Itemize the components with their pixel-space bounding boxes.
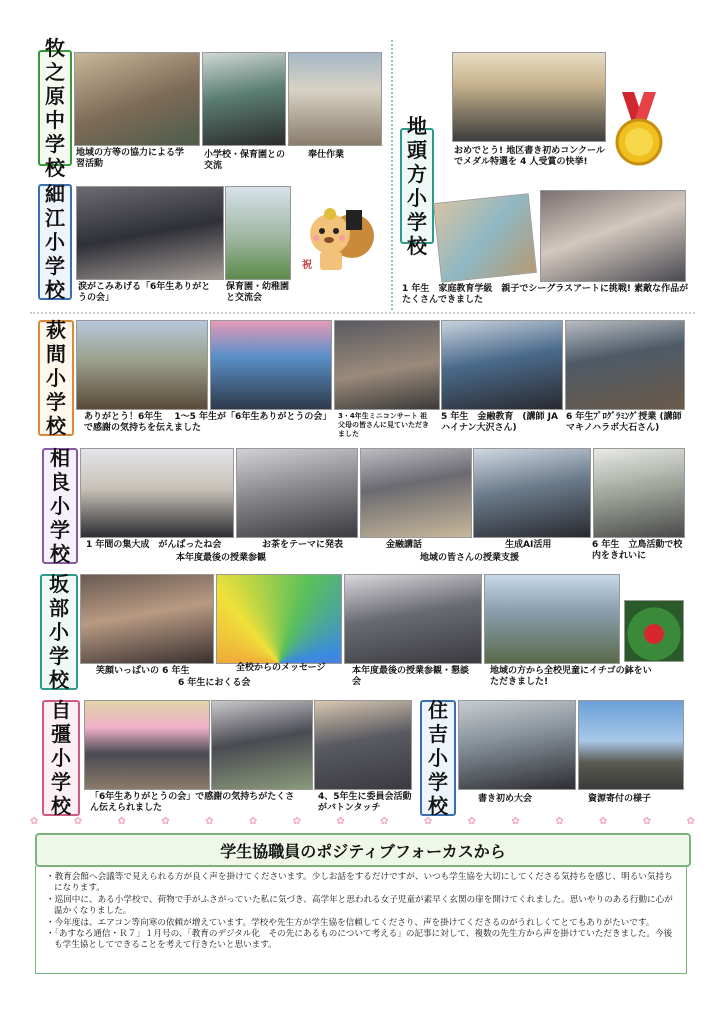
school-label-sakabe: 坂部小学校 — [40, 574, 78, 690]
caption-jikyo-2: 4、5年生に委員会活動がバトンタッチ — [318, 792, 412, 813]
caption-hosoe-1: 涙がこみあげる「6年生ありがとうの会」 — [78, 282, 211, 303]
photo-jitogata-seaglass — [433, 193, 537, 283]
caption-jikyo-1: 「6年生ありがとうの会」で感謝の気持ちがたくさん伝えられました — [90, 792, 295, 813]
caption-hagima-2: 3・4年生ミニコンサート 祖父母の皆さんに見ていただきました — [338, 412, 429, 438]
photo-hagima-finance — [441, 320, 563, 410]
sakura-icon: ✿ — [511, 816, 520, 827]
sakura-icon: ✿ — [380, 816, 389, 827]
photo-hosoe-farewell — [76, 186, 224, 280]
photo-hagima-2 — [210, 320, 332, 410]
photo-sagara-1 — [80, 448, 234, 538]
photo-makinohara-exchange — [202, 52, 286, 146]
caption-jitogata-1: おめでとう! 地区書き初めコンクールでメダル特選を 4 人受賞の快挙! — [454, 146, 605, 167]
school-label-sumiyoshi: 住吉小学校 — [420, 700, 456, 816]
sakura-icon: ✿ — [117, 816, 126, 827]
photo-sakabe-message — [216, 574, 342, 664]
note-item: ・今年度は、エアコン等向寒の依頼が増えています。学校や先生方が学生協を信頼してくださり、声を掛けてくださるのがうれしくてとてもありがたいです。 — [46, 917, 655, 928]
sakura-icon: ✿ — [555, 816, 564, 827]
photo-sakabe-observation — [344, 574, 482, 664]
caption-makinohara-1: 地域の方等の協力による学習活動 — [76, 148, 185, 169]
note-item: ・巡回中に、ある小学校で、荷物で手がふさがっていた私に気づき、高学年と思われる女子児童が素早く玄関の扉を開けてくれました。思いやりのある行動に心が温かくなりました。 — [46, 894, 673, 917]
caption-hagima-1: ありがとう！6年生 1～5 年生が「6年生ありがとうの会」で感謝の気持ちを伝えました — [84, 412, 332, 433]
sakura-icon: ✿ — [248, 816, 258, 827]
medal-icon — [614, 92, 664, 168]
sakura-icon: ✿ — [30, 816, 39, 827]
caption-sumiyoshi-2: 資源寄付の様子 — [588, 794, 652, 804]
sakura-icon: ✿ — [336, 816, 345, 827]
mascot-sign: 祝 — [302, 260, 312, 271]
caption-sumiyoshi-1: 書き初め大会 — [478, 794, 533, 804]
photo-sakabe-smiles — [80, 574, 214, 664]
note-item: ・教育会館へ会議等で見えられる方が良く声を掛けてくださいます。少しお話をするだけですが、いつも学生協を大切にしてくださる気持ちを感じ、明るい気持ちになります。 — [46, 872, 673, 894]
photo-jitogata-medals — [452, 52, 606, 142]
caption-makinohara-3: 奉仕作業 — [308, 150, 345, 160]
photo-sakabe-strawberry — [484, 574, 620, 664]
sakura-icon: ✿ — [642, 816, 652, 827]
caption-sakabe-3: 6 年生におくる会 — [178, 678, 251, 688]
sakura-icon: ✿ — [292, 816, 301, 827]
school-label-jitogata: 地頭方小学校 — [400, 128, 434, 244]
caption-sagara-6: 地域の皆さんの授業支援 — [420, 553, 520, 563]
caption-hagima-4: 6 年生ﾌﾟﾛｸﾞﾗﾐﾝｸﾞ授業 (講師 マキノハラボ大石さん) — [566, 412, 691, 433]
school-label-sagara: 相良小学校 — [42, 448, 78, 564]
photo-makinohara-service — [288, 52, 382, 146]
school-label-hosoe: 細江小学校 — [38, 184, 72, 300]
caption-sagara-1: 1 年間の集大成 がんばったね会 — [86, 540, 222, 550]
photo-jikyo-committee — [314, 700, 412, 790]
notes-box — [35, 866, 687, 974]
squirrel-mascot-icon — [300, 196, 380, 276]
caption-hagima-3: 5 年生 金融教育 (講師 JA ハイナン大沢さん) — [441, 412, 558, 433]
caption-sakabe-1: 笑顔いっぱいの 6 年生 — [96, 666, 190, 676]
sakura-icon: ✿ — [73, 816, 83, 827]
sakura-divider — [30, 816, 695, 828]
banner-title: 学生協職員のポジティブフォーカスから — [220, 841, 506, 861]
photo-jikyo-letters — [211, 700, 313, 790]
photo-sagara-cleaning — [593, 448, 685, 538]
photo-makinohara-community — [74, 52, 200, 146]
photo-jitogata-parents — [540, 190, 686, 282]
photo-hagima-programming — [565, 320, 685, 410]
photo-sakabe-strawberry-closeup — [624, 600, 684, 662]
caption-sagara-4: 金融講話 — [386, 540, 423, 550]
note-item: ・「あすなろ通信・Ｒ７」１月号の、「教育のデジタル化 その先にあるものについて考える」の記事に対して、複数の先生方から声を掛けていただきました。今後も学生協としてできることを考えて行きたいと思います。 — [46, 929, 673, 951]
sakura-icon: ✿ — [205, 816, 214, 827]
photo-hosoe-kindergarten — [225, 186, 291, 280]
photo-hagima-concert — [334, 320, 440, 410]
photo-sagara-finance — [360, 448, 472, 538]
sakura-icon: ✿ — [423, 816, 433, 827]
photo-sumiyoshi-recycling — [578, 700, 684, 790]
school-label-makinohara: 牧之原中学校 — [38, 50, 72, 166]
caption-hosoe-2: 保育園・幼稚園と交流会 — [226, 282, 290, 303]
divider-vertical — [391, 40, 393, 310]
divider-horizontal — [30, 312, 695, 314]
caption-makinohara-2: 小学校・保育園との交流 — [204, 150, 286, 171]
photo-sagara-tea — [236, 448, 358, 538]
sakura-icon: ✿ — [686, 816, 695, 827]
caption-sakabe-5: 地域の方から全校児童にイチゴの鉢をいただきました! — [490, 666, 652, 687]
sakura-icon: ✿ — [467, 816, 477, 827]
caption-sakabe-4: 本年度最後の授業参観・懇談会 — [352, 666, 470, 687]
caption-jitogata-2: 1 年生 家庭教育学級 親子でシーグラスアートに挑戦! 素敵な作品がたくさんできました — [402, 284, 689, 305]
sakura-icon: ✿ — [598, 816, 608, 827]
positive-focus-banner — [35, 833, 691, 867]
caption-sagara-5: 生成AI活用 — [505, 540, 552, 550]
photo-sumiyoshi-calligraphy — [458, 700, 576, 790]
caption-sagara-2: お茶をテーマに発表 — [262, 540, 344, 550]
photo-hagima-1 — [76, 320, 208, 410]
photo-jikyo-farewell — [84, 700, 210, 790]
caption-sagara-3: 本年度最後の授業参観 — [176, 553, 267, 563]
photo-sagara-ai — [473, 448, 591, 538]
sakura-icon: ✿ — [161, 816, 170, 827]
caption-sakabe-2: 全校からのメッセージ — [236, 663, 326, 673]
caption-sagara-7: 6 年生 立鳥活動で校内をきれいに — [592, 540, 683, 561]
school-label-jikyo: 自彊小学校 — [42, 700, 80, 816]
school-label-hagima: 萩間小学校 — [38, 320, 74, 436]
